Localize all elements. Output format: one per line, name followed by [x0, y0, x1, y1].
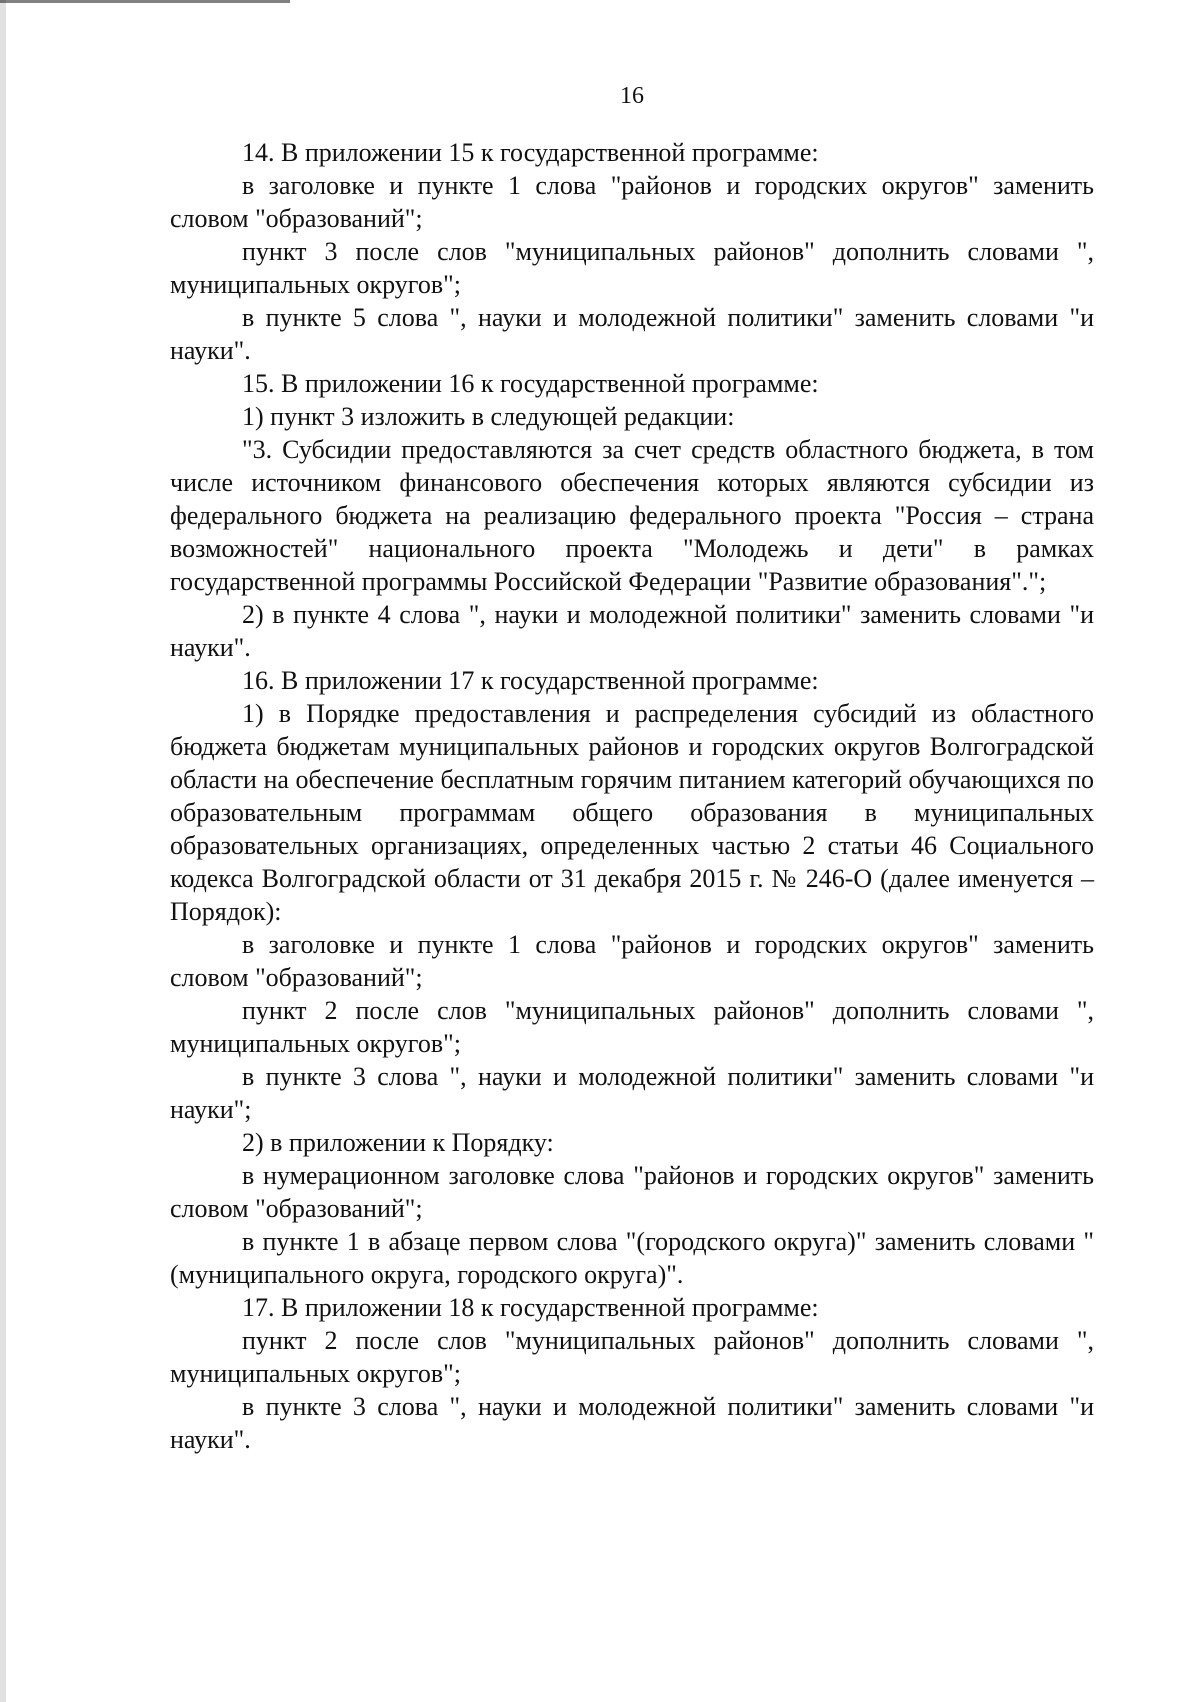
paragraph-item-16-sub-1: 1) в Порядке предоставления и распределения субсидий из областного бюджета бюджетам муниципальных районов и городских округов Волгоградской области на обеспечение бесплатным горячим питанием категорий обучающихся по образовательным программам общего образования в муниципальных образовательных организациях, определенных частью 2 статьи 46 Социального кодекса Волгоградской области от 31 декабря 2015 г. № 246-О (далее именуется – Порядок): — [170, 699, 1094, 926]
paragraph-item-14-heading: 14. В приложении 15 к государственной программе: — [242, 138, 819, 167]
document-page — [170, 0, 1094, 1456]
paragraph-item-16-sub-2: 2) в приложении к Порядку: — [242, 1128, 554, 1157]
scan-edge-shadow — [0, 0, 6, 1702]
paragraph-item-14-point-5: в пункте 5 слова ", науки и молодежной политики" заменить словами "и науки". — [170, 303, 1094, 365]
paragraph-item-14-title-change: в заголовке и пункте 1 слова "районов и городских округов" заменить словом "образований"; — [170, 171, 1094, 233]
paragraph-item-16-heading: 16. В приложении 17 к государственной программе: — [242, 666, 819, 695]
paragraph-item-14-point-3: пункт 3 после слов "муниципальных районов" дополнить словами ", муниципальных округов"; — [170, 237, 1094, 299]
paragraph-item-17-point-3: в пункте 3 слова ", науки и молодежной политики" заменить словами "и науки". — [170, 1392, 1094, 1454]
paragraph-item-16-point-3: в пункте 3 слова ", науки и молодежной политики" заменить словами "и науки"; — [170, 1062, 1094, 1124]
paragraph-item-15-sub-2: 2) в пункте 4 слова ", науки и молодежной политики" заменить словами "и науки". — [170, 600, 1094, 662]
paragraph-item-16-point-1: в пункте 1 в абзаце первом слова "(городского округа)" заменить словами "(муниципального округа, городского округа)". — [170, 1227, 1094, 1289]
paragraph-item-17-point-2: пункт 2 после слов "муниципальных районов" дополнить словами ", муниципальных округов"; — [170, 1326, 1094, 1388]
paragraph-item-15-heading: 15. В приложении 16 к государственной программе: — [242, 369, 819, 398]
page-number: 16 — [620, 83, 644, 109]
paragraph-item-15-sub-1: 1) пункт 3 изложить в следующей редакции: — [242, 402, 735, 431]
paragraph-item-15-new-text: "3. Субсидии предоставляются за счет средств областного бюджета, в том числе источником финансового обеспечения которых являются субсидии из федерального бюджета на реализацию федерального проекта "Россия – страна возможностей" национального проекта "Молодежь и дети" в рамках государственной программы Российской Федерации "Развитие образования"."; — [170, 435, 1094, 596]
paragraph-item-16-point-2: пункт 2 после слов "муниципальных районов" дополнить словами ", муниципальных округов"; — [170, 996, 1094, 1058]
paragraph-item-16-numbering-title: в нумерационном заголовке слова "районов и городских округов" заменить словом "образований"; — [170, 1161, 1094, 1223]
document-body — [170, 136, 1094, 1456]
paragraph-item-16-title-change: в заголовке и пункте 1 слова "районов и городских округов" заменить словом "образований"; — [170, 930, 1094, 992]
paragraph-item-17-heading: 17. В приложении 18 к государственной программе: — [242, 1293, 819, 1322]
